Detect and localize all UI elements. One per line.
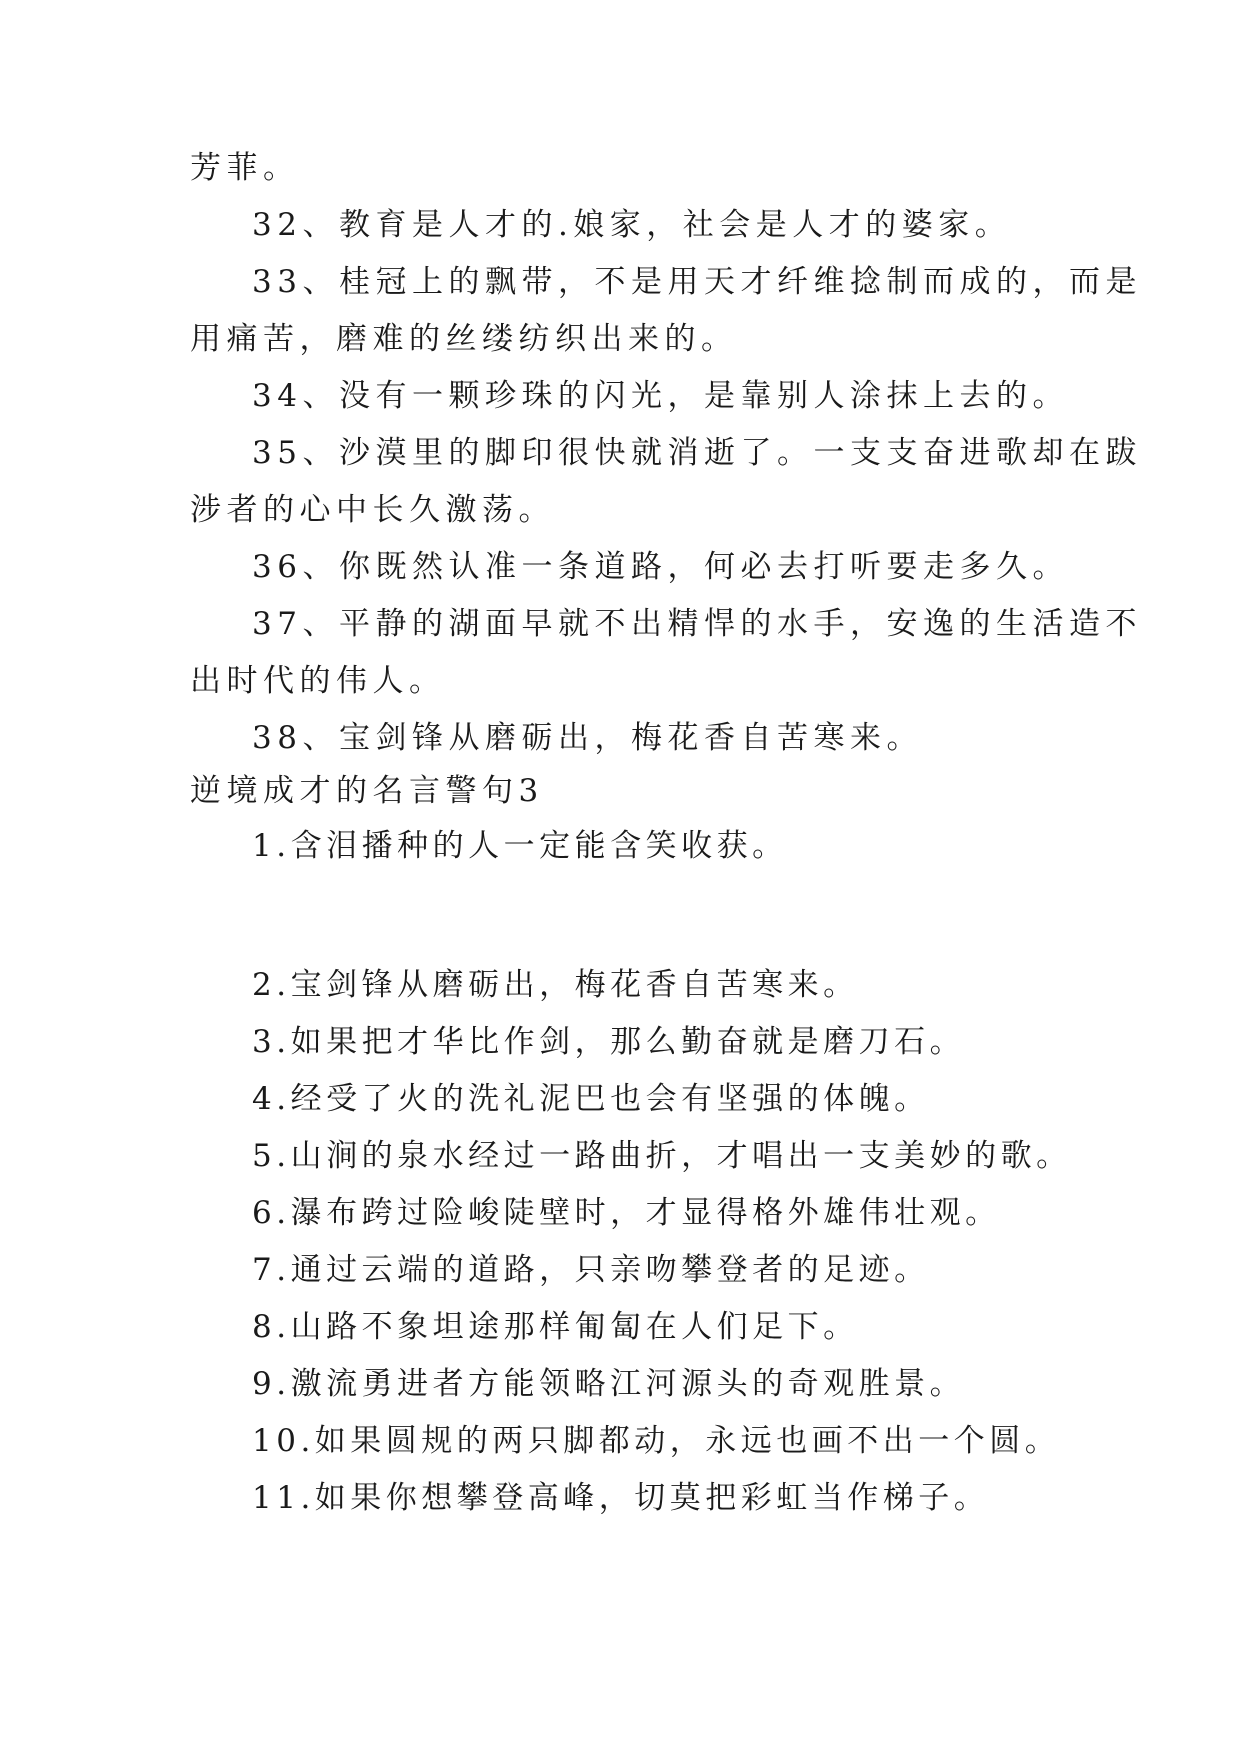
list-item: 5.山涧的泉水经过一路曲折，才唱出一支美妙的歌。	[252, 1138, 1072, 1174]
list-item: 9.激流勇进者方能领略江河源头的奇观胜景。	[252, 1366, 966, 1402]
paragraph-line: 34、没有一颗珍珠的闪光，是靠别人涂抹上去的。	[252, 378, 1069, 414]
list-item: 1.含泪播种的人一定能含笑收获。	[252, 828, 788, 864]
paragraph-line: 芳菲。	[190, 150, 300, 186]
paragraph-line: 37、平静的湖面早就不出精悍的水手，安逸的生活造不	[252, 606, 1142, 642]
list-item: 2.宝剑锋从磨砺出，梅花香自苦寒来。	[252, 967, 859, 1003]
paragraph-line: 33、桂冠上的飘带，不是用天才纤维捻制而成的，而是	[252, 264, 1142, 300]
paragraph-line: 涉者的心中长久激荡。	[190, 492, 555, 528]
list-item: 3.如果把才华比作剑，那么勤奋就是磨刀石。	[252, 1024, 966, 1060]
list-item: 6.瀑布跨过险峻陡壁时，才显得格外雄伟壮观。	[252, 1195, 1001, 1231]
paragraph-line: 32、教育是人才的.娘家，社会是人才的婆家。	[252, 207, 1012, 243]
list-item: 11.如果你想攀登高峰，切莫把彩虹当作梯子。	[252, 1480, 990, 1516]
paragraph-line: 出时代的伟人。	[190, 663, 446, 699]
list-item: 4.经受了火的洗礼泥巴也会有坚强的体魄。	[252, 1081, 930, 1117]
paragraph-line: 35、沙漠里的脚印很快就消逝了。一支支奋进歌却在跋	[252, 435, 1142, 471]
list-item: 10.如果圆规的两只脚都动，永远也画不出一个圆。	[252, 1423, 1061, 1459]
paragraph-line: 用痛苦，磨难的丝缕纺织出来的。	[190, 321, 738, 357]
section-heading: 逆境成才的名言警句3	[190, 773, 544, 809]
paragraph-line: 38、宝剑锋从磨砺出，梅花香自苦寒来。	[252, 720, 923, 756]
list-item: 7.通过云端的道路，只亲吻攀登者的足迹。	[252, 1252, 930, 1288]
paragraph-line: 36、你既然认准一条道路，何必去打听要走多久。	[252, 549, 1069, 585]
list-item: 8.山路不象坦途那样匍匐在人们足下。	[252, 1309, 859, 1345]
